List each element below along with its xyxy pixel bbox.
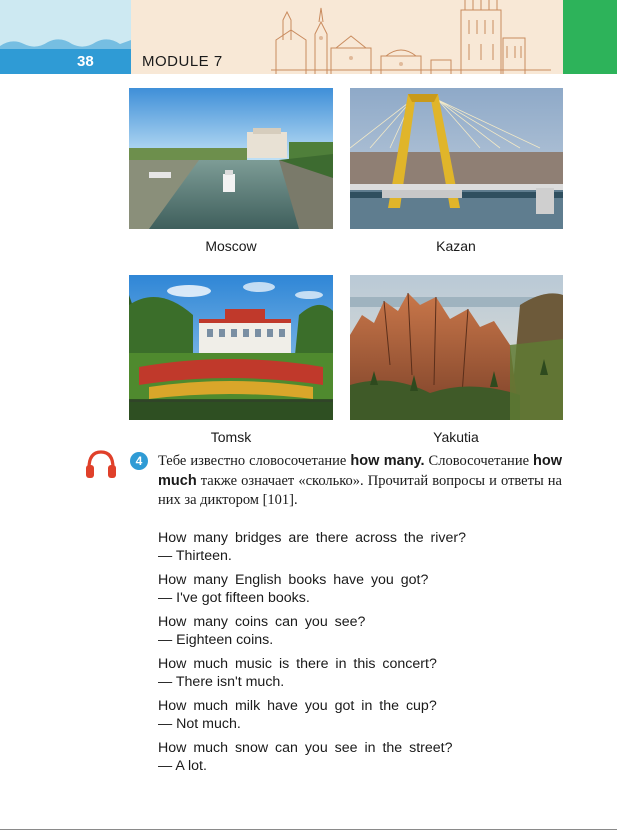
qa-item	[158, 613, 518, 655]
instruction-text: Словосочетание	[424, 453, 533, 469]
phrase-how-much: how much	[158, 453, 562, 489]
question-text: How many coins can you see?	[158, 614, 366, 630]
headphones-icon[interactable]	[84, 448, 118, 480]
instruction-text: Тебе известно словосочетание	[158, 453, 351, 469]
header-green-tab	[563, 0, 617, 74]
question-text: How much milk have you got in the cup?	[158, 698, 437, 714]
exercise-instruction	[158, 452, 562, 511]
qa-item	[158, 739, 518, 781]
photo-caption-tomsk: Tomsk	[210, 429, 252, 445]
question-text: How much snow can you see in the street?	[158, 740, 453, 756]
answer-text: — Not much.	[158, 716, 241, 732]
answer-text: — Thirteen.	[158, 548, 232, 564]
tomsk-square-photo	[129, 275, 333, 420]
question-text: How much music is there in this concert?	[158, 656, 437, 672]
photo-caption-moscow: Moscow	[205, 238, 257, 254]
qa-item	[158, 655, 518, 697]
answer-text: — I've got fifteen books.	[158, 590, 310, 606]
module-label: MODULE 7	[131, 49, 237, 74]
qa-item	[158, 697, 518, 739]
page-header	[0, 0, 617, 74]
page-bottom-rule	[0, 829, 617, 830]
answer-text: — There isn't much.	[158, 674, 285, 690]
qa-item	[158, 529, 518, 571]
instruction-text: также означает «сколько». Прочитай вопросы и ответы на них за диктором [101].	[158, 472, 562, 508]
photo-caption-kazan: Kazan	[436, 238, 476, 254]
photo-caption-yakutia: Yakutia	[433, 429, 479, 445]
page-number: 38	[0, 49, 131, 74]
exercise-number: 4	[130, 452, 148, 470]
answer-text: — A lot.	[158, 758, 207, 774]
qa-item	[158, 571, 518, 613]
question-text: How many bridges are there across the river?	[158, 530, 467, 546]
answer-text: — Eighteen coins.	[158, 632, 274, 648]
phrase-how-many: how many.	[350, 453, 425, 469]
yakutia-rocks-photo	[350, 275, 563, 420]
question-text: How many English books have you got?	[158, 572, 429, 588]
kazan-bridge-photo	[350, 88, 563, 229]
question-answer-list	[158, 529, 518, 781]
moscow-river-photo	[129, 88, 333, 229]
